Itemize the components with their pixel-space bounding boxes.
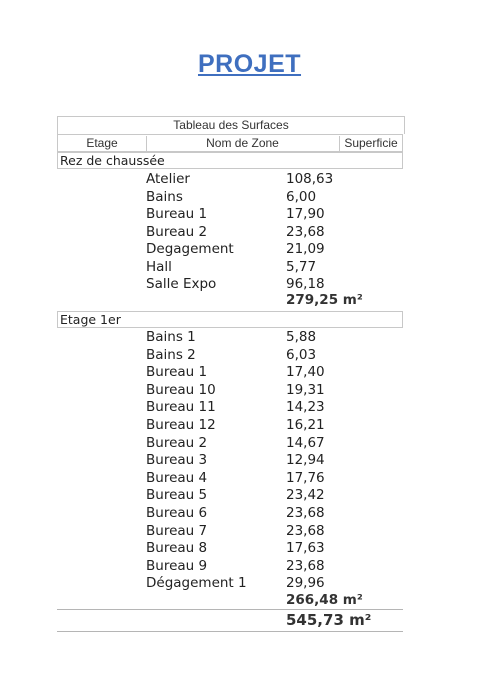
total-underline [57,631,403,632]
zone-area: 21,09 [286,241,325,257]
header-superficie: Superficie [344,136,398,150]
zone-area: 6,03 [286,346,317,363]
subtotal-rez-de-chaussee: 279,25 m² [286,292,363,308]
zone-name: Bains [146,188,183,205]
zone-name: Bureau 9 [146,557,208,574]
zone-name: Bureau 6 [146,505,208,521]
zone-area: 23,42 [286,487,325,504]
zone-area: 12,94 [286,452,325,469]
zone-area: 23,68 [286,505,325,521]
zone-name: Bureau 2 [146,223,208,240]
zone-area: 23,68 [286,223,325,240]
zone-name: Atelier [146,171,190,187]
zone-name: Bains 2 [146,346,196,363]
header-zone: Nom de Zone [146,136,340,152]
subtotal-etage-1er: 266,48 m² [286,592,363,608]
zone-area: 17,76 [286,469,325,486]
zone-name: Bureau 1 [146,206,208,222]
zone-name: Bureau 4 [146,469,208,486]
zone-name: Bureau 1 [146,364,208,381]
zone-name: Bains 1 [146,329,196,345]
zone-area: 6,00 [286,188,317,205]
zone-area: 29,96 [286,575,325,592]
zone-name: Bureau 10 [146,381,216,398]
zone-name: Bureau 7 [146,522,208,539]
zone-name: Bureau 5 [146,487,208,504]
table-header-row [57,134,403,152]
page-title: PROJET [197,50,302,78]
zone-area: 17,63 [286,540,325,557]
zone-area: 17,40 [286,364,325,381]
zone-area: 19,31 [286,381,325,398]
zone-area: 96,18 [286,276,325,292]
zone-area: 23,68 [286,557,325,574]
zone-area: 17,90 [286,206,325,222]
zone-area: 16,21 [286,417,325,433]
total-separator-line [57,609,403,610]
grand-total: 545,73 m² [286,611,372,629]
zone-name: Bureau 12 [146,417,216,433]
zone-area: 5,77 [286,258,317,275]
header-etage: Etage [58,136,147,152]
table-caption: Tableau des Surfaces [57,116,405,134]
zone-name: Degagement [146,241,234,257]
zone-name: Bureau 3 [146,452,208,469]
zone-area: 108,63 [286,171,334,187]
zone-name: Hall [146,258,172,275]
zone-area: 5,88 [286,329,317,345]
zone-area: 14,67 [286,434,325,451]
zone-name: Bureau 8 [146,540,208,557]
zone-name: Bureau 2 [146,434,208,451]
section-label-rez-de-chaussee: Rez de chaussée [57,152,403,169]
zone-name: Dégagement 1 [146,575,247,592]
zone-name: Salle Expo [146,276,217,292]
section-label-etage-1er: Etage 1er [57,311,403,328]
zone-area: 14,23 [286,399,325,416]
zone-name: Bureau 11 [146,399,216,416]
zone-area: 23,68 [286,522,325,539]
